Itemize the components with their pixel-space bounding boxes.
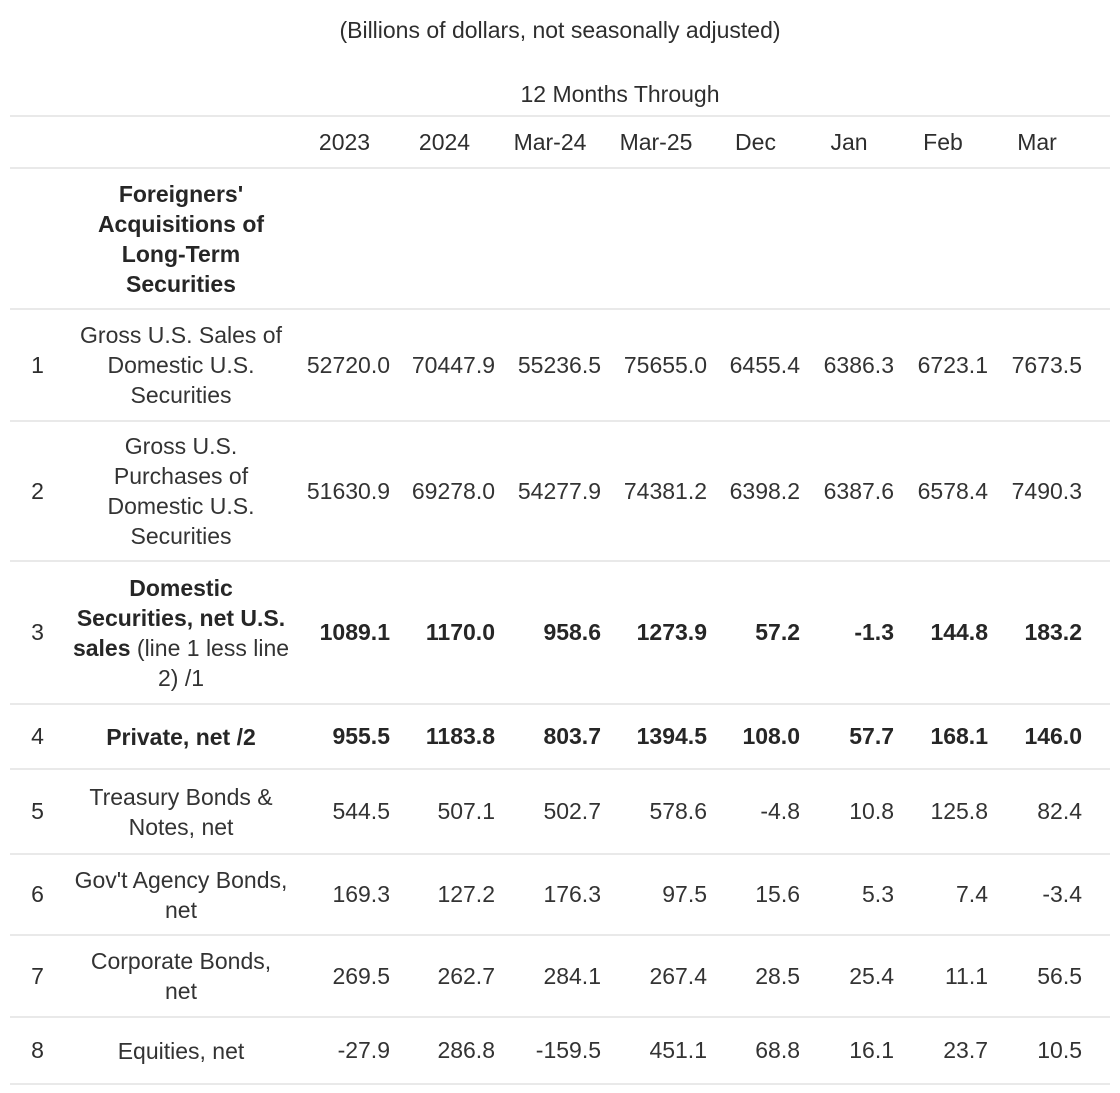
value-cell: -27.9: [337, 1037, 390, 1063]
value-cell: 55236.5: [517, 351, 601, 378]
value-cell: 1394.5: [636, 723, 707, 749]
value-cell: 507.1: [437, 798, 495, 824]
table-row: [10, 769, 1110, 854]
table-row: [10, 561, 1110, 704]
value-cell: 7490.3: [1011, 477, 1082, 504]
value-cell: 958.6: [543, 619, 601, 645]
column-header-row-number-blank: [10, 117, 65, 168]
value-cell: 68.8: [755, 1037, 800, 1063]
row-label-rest: Gov't Agency Bonds, net: [74, 866, 288, 923]
value-cell: 1170.0: [425, 619, 495, 645]
value-cell: 269.5: [332, 962, 390, 989]
row-label-rest: Gross U.S. Sales of Domestic U.S. Securities: [80, 322, 282, 408]
value-cell: 75655.0: [623, 351, 707, 378]
value-cell: 544.5: [332, 798, 390, 824]
table-row: [10, 421, 1110, 561]
value-cell: 144.8: [930, 619, 988, 645]
filler-cell: [1084, 769, 1110, 854]
row-label-rest: Corporate Bonds, net: [90, 948, 272, 1004]
row-label-rest: Gross U.S. Purchases of Domestic U.S. Securities: [107, 433, 255, 549]
row-number: [10, 168, 65, 309]
column-header-dec: Dec: [735, 128, 776, 155]
value-cell: 176.3: [543, 881, 601, 907]
value-cell: 6578.4: [917, 477, 988, 504]
value-cell: 10.8: [849, 798, 894, 824]
value-cell: 54277.9: [517, 477, 601, 504]
value-cell: 5.3: [862, 881, 894, 907]
value-cell: -4.8: [760, 798, 800, 824]
filler-cell: [1084, 935, 1110, 1017]
value-cell: 51630.9: [306, 477, 390, 504]
group-header-row: [10, 79, 1110, 117]
column-header-label-blank: [65, 117, 297, 168]
value-cell: [709, 168, 802, 309]
value-cell: 6387.6: [823, 477, 894, 504]
value-cell: 1089.1: [319, 619, 390, 645]
value-cell: -3.4: [1042, 881, 1082, 907]
value-cell: [990, 168, 1084, 309]
table-row: [10, 1017, 1110, 1084]
value-cell: 262.7: [437, 962, 495, 989]
units-subtitle: (Billions of dollars, not seasonally adjusted): [339, 17, 781, 43]
value-cell: 57.2: [755, 619, 800, 645]
value-cell: 578.6: [649, 798, 707, 824]
row-label-bold: Private, net /2: [106, 723, 256, 750]
value-cell: 69278.0: [411, 477, 495, 504]
filler-cell: [1084, 704, 1110, 769]
value-cell: 1273.9: [636, 619, 707, 645]
value-cell: 803.7: [543, 723, 601, 749]
column-header-row: [10, 117, 1110, 168]
value-cell: [802, 168, 896, 309]
value-cell: 127.2: [437, 881, 495, 907]
column-header-jan: Jan: [830, 128, 868, 155]
value-cell: 267.4: [649, 962, 707, 989]
value-cell: [392, 168, 497, 309]
table-row: [10, 935, 1110, 1017]
value-cell: 74381.2: [623, 477, 707, 504]
value-cell: 10.5: [1037, 1037, 1082, 1063]
table-row: [10, 854, 1110, 935]
value-cell: 52720.0: [306, 351, 390, 378]
value-cell: 6455.4: [729, 351, 800, 378]
row-number: 3: [31, 619, 44, 645]
table-row: [10, 309, 1110, 421]
value-cell: 11.1: [944, 962, 988, 989]
value-cell: 169.3: [332, 881, 390, 907]
value-cell: 7.4: [956, 881, 988, 907]
row-label-rest: Equities, net: [117, 1037, 245, 1064]
column-header-mar: Mar: [1017, 128, 1057, 155]
value-cell: 56.5: [1037, 962, 1082, 989]
column-header-2023: 2023: [318, 128, 371, 155]
value-cell: 6723.1: [917, 351, 988, 378]
column-header-2024: 2024: [418, 128, 471, 155]
row-label: [65, 561, 297, 704]
value-cell: 108.0: [742, 723, 800, 749]
value-cell: 97.5: [662, 881, 707, 907]
value-cell: 6386.3: [823, 351, 894, 378]
value-cell: 15.6: [755, 881, 800, 907]
table-row: [10, 704, 1110, 769]
value-cell: 57.7: [849, 723, 894, 749]
group-header-12-months-through: 12 Months Through: [520, 81, 720, 107]
row-label-bold: Domestic Securities, net U.S. sales: [72, 574, 286, 661]
value-cell: [497, 168, 603, 309]
row-label: [65, 769, 297, 854]
row-number: 1: [31, 351, 44, 378]
value-cell: 183.2: [1024, 619, 1082, 645]
value-cell: 23.7: [943, 1037, 988, 1063]
row-number: 8: [31, 1037, 44, 1063]
filler-cell: [1084, 168, 1110, 309]
value-cell: 6398.2: [729, 477, 800, 504]
row-number: 5: [31, 798, 44, 824]
column-header-mar-24: Mar-24: [513, 128, 587, 155]
row-label: [65, 704, 297, 769]
filler-cell: [1084, 421, 1110, 561]
value-cell: 168.1: [930, 723, 988, 749]
value-cell: 125.8: [930, 798, 988, 824]
filler-cell: [1084, 561, 1110, 704]
value-cell: 286.8: [437, 1037, 495, 1063]
row-label: [65, 1017, 297, 1084]
row-label-rest: (line 1 less line 2) /1: [136, 634, 290, 691]
column-header-feb: Feb: [923, 128, 963, 155]
value-cell: 82.4: [1037, 798, 1082, 824]
row-label: [65, 168, 297, 309]
data-table: [10, 117, 1110, 1085]
value-cell: 502.7: [543, 798, 601, 824]
row-label-rest: Treasury Bonds & Notes, net: [89, 783, 273, 840]
value-cell: 955.5: [332, 723, 390, 749]
filler-cell: [1084, 1017, 1110, 1084]
value-cell: 70447.9: [411, 351, 495, 378]
value-cell: -1.3: [854, 619, 894, 645]
row-number: 6: [31, 881, 44, 907]
value-cell: 16.1: [849, 1037, 894, 1063]
row-label: [65, 421, 297, 561]
filler-cell: [1084, 309, 1110, 421]
value-cell: 451.1: [649, 1037, 707, 1063]
value-cell: [603, 168, 709, 309]
filler-cell: [1084, 854, 1110, 935]
row-label: [65, 935, 297, 1017]
value-cell: 146.0: [1024, 723, 1082, 749]
table-row-section-header: [10, 168, 1110, 309]
value-cell: 28.5: [755, 962, 800, 989]
value-cell: -159.5: [535, 1037, 601, 1063]
value-cell: 7673.5: [1011, 351, 1082, 378]
value-cell: [297, 168, 392, 309]
row-label: [65, 309, 297, 421]
row-label-bold: Foreigners' Acquisitions of Long-Term Securities: [97, 180, 265, 297]
value-cell: 284.1: [543, 962, 601, 989]
row-number: 2: [31, 477, 44, 504]
row-label: [65, 854, 297, 935]
row-number: 4: [31, 723, 44, 749]
value-cell: [896, 168, 990, 309]
column-header-mar-25: Mar-25: [619, 128, 693, 155]
value-cell: 25.4: [849, 962, 894, 989]
column-header-filler: [1084, 117, 1110, 168]
value-cell: 1183.8: [425, 723, 495, 749]
row-number: 7: [31, 962, 44, 989]
